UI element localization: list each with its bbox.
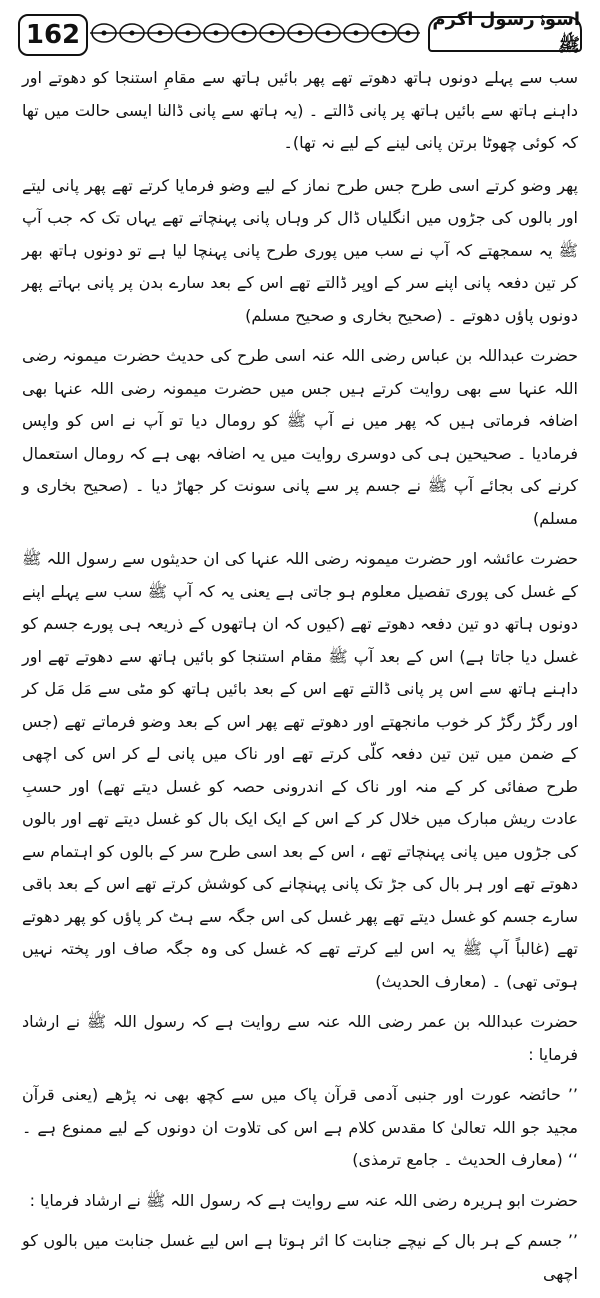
paragraph-1: سب سے پہلے دونوں ہاتھ دھوتے تھے پھر بائیں ہاتھ سے مقامِ استنجا کو دھوتے اور داہنے ہاتھ سے بائیں ہاتھ پر پانی ڈالتے ۔ (یہ ہاتھ سے پانی ڈالنا ایسی حالت میں تھا کہ کوئی چھوٹا برتن پانی لینے کے لیے نہ تھا)۔ — [22, 68, 578, 152]
paragraph-3: حضرت عبداللہ بن عباس رضی اللہ عنہ اسی طرح کی حدیث حضرت میمونہ رضی اللہ عنہا سے بھی روایت کرتے ہیں جس میں حضرت میمونہ رضی اللہ عنہا بھی اضافہ فرماتی ہیں کہ پھر میں نے آپ ﷺ کو رومال دیا تو آپ نے اس کو واپس فرمادیا ۔ صحیحین ہی کی دوسری روایت میں یہ اضافہ بھی ہے کہ رومال استعمال کرنے کی بجائے آپ ﷺ نے جسم پر سے پانی سونت کر جھاڑ دیا ۔ (صحیح بخاری و مسلم) — [22, 346, 578, 528]
paragraph-8-quote: ’’ جسم کے ہر بال کے نیچے جنابت کا اثر ہوتا ہے اس لیے غسل جنابت میں بالوں کو اچھی — [22, 1231, 578, 1283]
decorative-ornament-band — [90, 20, 420, 46]
page-body — [22, 62, 578, 1298]
book-title: اسوۂ رسول اکرم ﷺ — [428, 16, 582, 52]
paragraph-5: حضرت عبداللہ بن عمر رضی اللہ عنہ سے روایت ہے کہ رسول اللہ ﷺ نے ارشاد فرمایا : — [22, 1012, 578, 1064]
paragraph-6-quote: ’’ حائضہ عورت اور جنبی آدمی قرآن پاک میں سے کچھ بھی نہ پڑھے (یعنی قرآن مجید جو اللہ تعالیٰ کا مقدس کلام ہے اس کی تلاوت ان دونوں کے لیے ممنوع ہے ۔ ‘‘ (معارف الحدیث ۔ جامع ترمذی) — [22, 1085, 578, 1169]
page-number: 162 — [18, 14, 88, 56]
paragraph-7: حضرت ابو ہریرہ رضی اللہ عنہ سے روایت ہے کہ رسول اللہ ﷺ نے ارشاد فرمایا : — [29, 1190, 578, 1210]
paragraph-2: پھر وضو کرتے اسی طرح جس طرح نماز کے لیے وضو فرمایا کرتے تھے پھر پانی لیتے اور بالوں کی جڑوں میں انگلیاں ڈال کر وہاں پانی پہنچاتے تھے یہاں تک کہ جب آپ ﷺ یہ سمجھتے کہ آپ نے سب میں پوری طرح پانی پہنچا لیا ہے تو دونوں ہاتھ بھر کر تین دفعہ پانی اپنے سر کے اوپر ڈالتے تھے اس کے بعد سارے بدن پر پانی بہاتے پھر دونوں پاؤں دھوتے ۔ (صحیح بخاری و صحیح مسلم) — [22, 175, 578, 325]
paragraph-4: حضرت عائشہ اور حضرت میمونہ رضی اللہ عنہا کی ان حدیثوں سے رسول اللہ ﷺ کے غسل کی پوری تفصیل معلوم ہو جاتی ہے یعنی یہ کہ آپ ﷺ سب سے پہلے اپنے دونوں ہاتھ دو تین دفعہ دھوتے تھے (کیوں کہ ان ہاتھوں کے ذریعہ ہی پورے جسم کو غسل دیا جاتا ہے) اس کے بعد آپ ﷺ مقام استنجا کو بائیں ہاتھ سے دھوتے تھے اور داہنے ہاتھ سے اس پر پانی ڈالتے تھے اس کے بعد بائیں ہاتھ کو مٹی سے مَل مَل کر اور رگڑ رگڑ کر خوب مانجھتے اور دھوتے تھے پھر اس کے بعد وضو فرماتے تھے (جس کے ضمن میں تین تین دفعہ کلّی کرتے تھے اور ناک میں پانی لے کر اس کی اچھی طرح صفائی کر کے منہ اور ناک کے اندرونی حصہ کو غسل دیتے تھے) اور حسبِ عادت ریش مبارک میں خلال کر کے اس کے ایک ایک بال کو غسل دیتے تھے اور بالوں کی جڑوں میں پانی پہنچاتے تھے ، اس کے بعد اسی طرح سر کے بالوں کو اہتمام سے دھوتے تھے اور ہر بال کی جڑ تک پانی پہنچانے کی کوشش کرتے تھے اس کے بعد باقی سارے جسم کو غسل دیتے تھے پھر غسل کی اس جگہ سے ہٹ کر پاؤں کو پھر دھوتے تھے (غالباً آپ ﷺ یہ اس لیے کرتے تھے کہ غسل کی وہ جگہ صاف اور پختہ نہیں ہوتی تھی) ۔ (معارف الحدیث) — [22, 549, 578, 991]
page-header — [18, 9, 582, 56]
